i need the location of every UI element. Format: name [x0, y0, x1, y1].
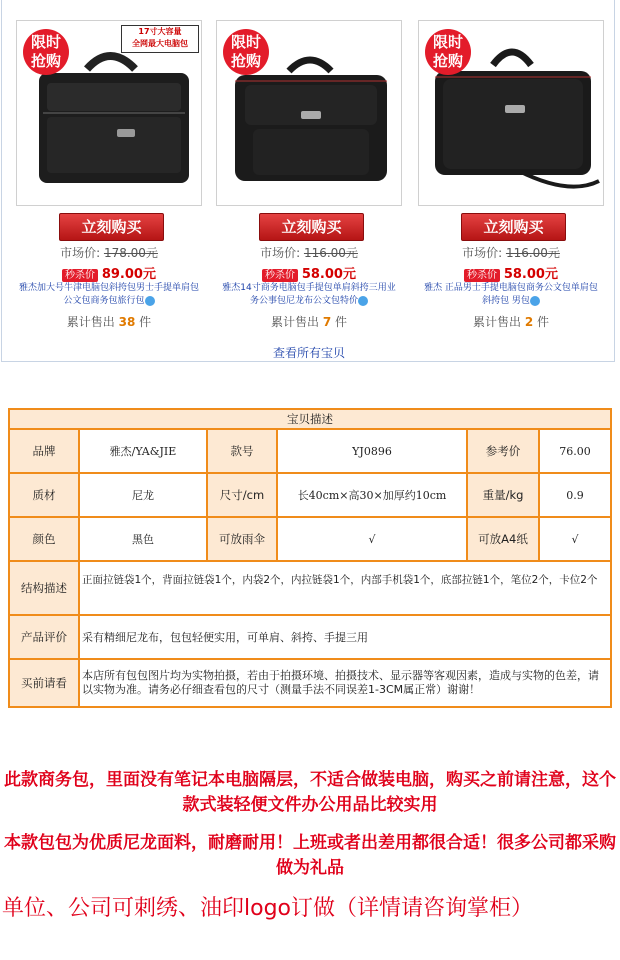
buy-now-button[interactable]: 立刻购买 — [461, 213, 566, 241]
market-price: 市场价: 116.00元 — [260, 246, 358, 260]
color-label: 颜色 — [9, 517, 79, 561]
material-label: 质材 — [9, 473, 79, 517]
product-name-link[interactable]: 雅杰14寸商务电脑包手提包单肩斜挎三用业务公事包尼龙布公文包特价 — [222, 283, 396, 306]
product-image[interactable] — [418, 20, 604, 206]
sold-count: 累计售出 7 件 — [270, 315, 348, 329]
market-price: 市场价: 116.00元 — [462, 246, 560, 260]
review-value: 采有精细尼龙布，包包轻便实用，可单肩、斜挎、手提三用 — [79, 615, 611, 659]
view-all-products-link[interactable]: 查看所有宝贝 — [272, 346, 345, 360]
sale-price: 秒杀价 89.00元 — [16, 263, 202, 282]
umbrella-value: √ — [277, 517, 467, 561]
weight-label: 重量/kg — [467, 473, 539, 517]
notice-label: 买前请看 — [9, 659, 79, 707]
promo-banner: 17寸大容量 全网最大电脑包 — [121, 25, 199, 53]
material-note: 本款包包为优质尼龙面料，耐磨耐用！上班或者出差用都很合适！很多公司都采购做为礼品 — [4, 833, 616, 878]
sale-tag: 秒杀价 — [464, 269, 500, 282]
ref-price-value: 76.00 — [539, 429, 611, 473]
review-label: 产品评价 — [9, 615, 79, 659]
notice-value: 本店所有包包图片均为实物拍摄，若由于拍摄环境、拍摄技术、显示器等客观因素，造成与实物的色差，请以实物为准。请务必仔细查看包的尺寸（测量手法不同误差1-3CM属正常）谢谢！ — [79, 659, 611, 707]
chat-icon[interactable] — [145, 296, 155, 306]
color-value: 黑色 — [79, 517, 207, 561]
laptop-warning-note: 此款商务包，里面没有笔记本电脑隔层，不适合做装电脑，购买之前请注意，这个款式装轻便文件办公用品比较实用 — [4, 770, 616, 815]
buy-now-button[interactable]: 立刻购买 — [59, 213, 164, 241]
sale-price: 秒杀价 58.00元 — [418, 263, 604, 282]
material-value: 尼龙 — [79, 473, 207, 517]
item-description-table — [8, 408, 612, 708]
table-header: 宝贝描述 — [9, 409, 611, 429]
a4-label: 可放A4纸 — [467, 517, 539, 561]
sold-count: 累计售出 2 件 — [472, 315, 550, 329]
flash-sale-badge: 限时 抢购 — [223, 29, 269, 75]
model-label: 款号 — [207, 429, 277, 473]
product-image[interactable] — [216, 20, 402, 206]
model-value: YJ0896 — [277, 429, 467, 473]
structure-label: 结构描述 — [9, 561, 79, 615]
weight-value: 0.9 — [539, 473, 611, 517]
chat-icon[interactable] — [358, 296, 368, 306]
flash-sale-badge: 限时 抢购 — [23, 29, 69, 75]
buy-now-button[interactable]: 立刻购买 — [259, 213, 364, 241]
sale-tag: 秒杀价 — [262, 269, 298, 282]
flash-sale-badge: 限时 抢购 — [425, 29, 471, 75]
market-price: 市场价: 178.00元 — [60, 246, 158, 260]
sale-tag: 秒杀价 — [62, 269, 98, 282]
recommended-products-panel — [1, 0, 615, 362]
size-label: 尺寸/cm — [207, 473, 277, 517]
a4-value: √ — [539, 517, 611, 561]
structure-value: 正面拉链袋1个，背面拉链袋1个，内袋2个，内拉链袋1个，内部手机袋1个，底部拉链1个，笔位2个，卡位2个 — [79, 561, 611, 615]
chat-icon[interactable] — [530, 296, 540, 306]
brand-label: 品牌 — [9, 429, 79, 473]
umbrella-label: 可放雨伞 — [207, 517, 277, 561]
sold-count: 累计售出 38 件 — [66, 315, 152, 329]
product-image[interactable] — [16, 20, 202, 206]
product-name-link[interactable]: 雅杰加大号牛津电脑包斜挎包男士手提单肩包公文包商务包旅行包 — [18, 283, 199, 306]
brand-value: 雅杰/YA&JIE — [79, 429, 207, 473]
ref-price-label: 参考价 — [467, 429, 539, 473]
custom-logo-note: 单位、公司可刺绣、油印logo订做（详情请咨询掌柜） — [2, 896, 533, 921]
size-value: 长40cm×高30×加厚约10cm — [277, 473, 467, 517]
sale-price: 秒杀价 58.00元 — [216, 263, 402, 282]
product-name-link[interactable]: 雅杰 正品男士手提电脑包商务公文包单肩包斜挎包 男包 — [424, 283, 598, 306]
